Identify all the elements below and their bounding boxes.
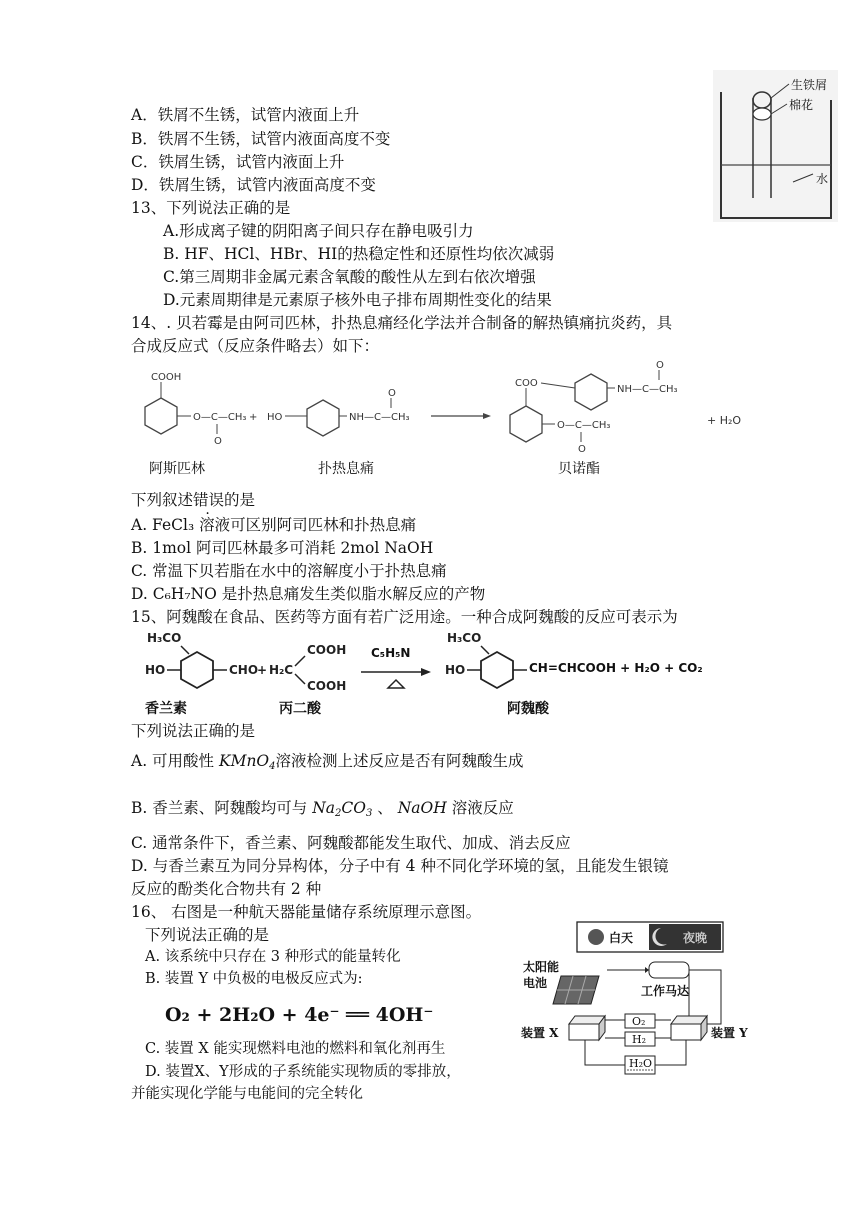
q15-name-vanillin: 香兰素: [145, 701, 187, 717]
q16-option-d-line2: 并能实现化学能与电能间的完全转化: [131, 1086, 363, 1102]
q16-equation: O₂ + 2H₂O + 4e⁻ ══ 4OH⁻: [165, 1004, 434, 1026]
svg-text:COOH: COOH: [151, 372, 182, 383]
q15-reaction-scheme: [131, 628, 731, 718]
q16-diagram-solar2: 电池: [523, 976, 548, 990]
svg-text:O: O: [388, 388, 396, 399]
q15-option-b-f1b: CO: [341, 799, 366, 817]
q15-option-b-f1s: 2: [335, 808, 342, 819]
q12-option-a: A．铁屑不生锈，试管内液面上升: [131, 106, 360, 124]
svg-text:O—C—CH₃: O—C—CH₃: [557, 420, 611, 431]
q16-diagram-solar: 太阳能: [523, 960, 560, 974]
q16-energy-system-diagram: [521, 920, 776, 1090]
q15-option-c: C. 通常条件下，香兰素、阿魏酸都能发生取代、加成、消去反应: [131, 834, 571, 852]
q14-stem-line2: 合成反应式（反应条件略去）如下：: [131, 337, 380, 355]
q15-option-b-post: 溶液反应: [451, 799, 514, 817]
q15-option-b-mid: 、: [377, 799, 393, 817]
q15-option-b: [131, 797, 514, 825]
q15-option-a-pre: A. 可用酸性: [131, 752, 215, 770]
q14-stem-line1: 14、. 贝若霉是由阿司匹林，扑热息痛经化学法并合制备的解热镇痛抗炎药，具: [131, 314, 673, 332]
svg-text:HO: HO: [145, 663, 166, 677]
q12-apparatus-figure: [713, 70, 838, 222]
svg-text:NH—C—CH₃: NH—C—CH₃: [349, 412, 410, 423]
q13-option-d: D.元素周期律是元素原子核外电子排布周期性变化的结果: [163, 291, 552, 309]
q14-question-prefix: 下列叙述: [131, 491, 194, 509]
svg-text:HO: HO: [267, 412, 283, 423]
q15-option-a-post: 溶液检测上述反应是否有阿魏酸生成: [275, 752, 524, 770]
svg-text:O: O: [578, 444, 586, 455]
q13-stem: 13、下列说法正确的是: [131, 199, 291, 217]
q15-option-a-formula: KMnO: [219, 752, 270, 770]
q15-products: CH=CHCOOH + H₂O + CO₂: [529, 661, 703, 675]
svg-text:COOH: COOH: [307, 643, 347, 657]
q14-question: [131, 489, 255, 511]
q16-diagram-day: 白天: [609, 931, 634, 945]
q12-label-cotton: 棉花: [789, 98, 814, 112]
svg-text:CHO: CHO: [229, 663, 259, 677]
q12-option-d: D．铁屑生锈，试管内液面高度不变: [131, 176, 376, 194]
q15-option-b-f2: NaOH: [397, 799, 447, 817]
q12-option-b: B．铁屑不生锈，试管内液面高度不变: [131, 130, 391, 148]
q15-reagent: C₅H₅N: [371, 646, 411, 660]
q15-stem: 15、阿魏酸在食品、医药等方面有若广泛用途。一种合成阿魏酸的反应可表示为: [131, 608, 678, 626]
q14-option-a: A. FeCl₃ 溶液可区别阿司匹林和扑热息痛: [131, 516, 417, 534]
q14-name-paracetamol: 扑热息痛: [318, 461, 374, 477]
q15-option-d-line1: D. 与香兰素互为同分异构体，分子中有 4 种不同化学环境的氢，且能发生银镜: [131, 857, 669, 875]
q15-option-b-pre: B. 香兰素、阿魏酸均可与: [131, 799, 308, 817]
q15-option-b-f1bs: 3: [365, 808, 373, 819]
q14-option-d: D. C₆H₇NO 是扑热息痛发生类似脂水解反应的产物: [131, 585, 486, 603]
q16-option-a: A. 该系统中只存在 3 种形式的能量转化: [145, 949, 401, 965]
q16-diagram-h2: H₂: [632, 1033, 647, 1046]
q16-diagram-h2o: H₂O: [629, 1057, 653, 1070]
svg-text:COOH: COOH: [307, 679, 347, 693]
q16-diagram-y: 装置 Y: [711, 1026, 748, 1040]
q16-stem: 16、 右图是一种航天器能量储存系统原理示意图。: [131, 903, 482, 921]
q14-question-suffix: 的是: [224, 491, 256, 509]
q14-option-c: C. 常温下贝若脂在水中的溶解度小于扑热息痛: [131, 562, 447, 580]
q16-diagram-night: 夜晚: [683, 931, 708, 945]
svg-text:H₃CO: H₃CO: [447, 631, 482, 645]
svg-text:O: O: [656, 360, 664, 371]
q14-byproduct: + H₂O: [707, 414, 742, 427]
svg-text:O: O: [214, 436, 222, 447]
q14-option-b: B. 1mol 阿司匹林最多可消耗 2mol NaOH: [131, 539, 434, 557]
q16-diagram-motor: 工作马达: [641, 984, 690, 998]
q14-question-emph: 错误: [193, 491, 225, 509]
svg-text:NH—C—CH₃: NH—C—CH₃: [617, 384, 678, 395]
q13-option-b: B. HF、HCl、HBr、HI的热稳定性和还原性均依次减弱: [163, 245, 555, 263]
svg-text:O—C—CH₃: O—C—CH₃: [193, 412, 247, 423]
q12-option-c: C．铁屑生锈，试管内液面上升: [131, 153, 345, 171]
q15-name-ferulic: 阿魏酸: [507, 701, 549, 717]
q15-name-malonic: 丙二酸: [279, 701, 321, 717]
q15-option-a-sub: 4: [269, 761, 276, 772]
q15-option-b-f1: Na: [312, 799, 335, 817]
q16-option-b: B. 装置 Y 中负极的电极反应式为:: [145, 971, 363, 987]
q14-name-aspirin: 阿斯匹林: [149, 461, 205, 477]
q12-label-iron: 生铁屑: [791, 78, 828, 92]
q16-option-c: C. 装置 X 能实现燃料电池的燃料和氧化剂再生: [145, 1041, 446, 1057]
q15-question: 下列说法正确的是: [131, 722, 256, 740]
q15-option-d-line2: 反应的酚类化合物共有 2 种: [131, 880, 322, 898]
q16-diagram-o2: O₂: [632, 1015, 646, 1028]
q12-label-water: 水: [816, 172, 829, 186]
q16-diagram-x: 装置 X: [521, 1026, 559, 1040]
q13-option-a: A.形成离子键的阴阳离子间只存在静电吸引力: [163, 222, 474, 240]
svg-text:COO: COO: [515, 378, 538, 389]
q13-option-c: C.第三周期非金属元素含氧酸的酸性从左到右依次增强: [163, 268, 536, 286]
q16-question: 下列说法正确的是: [145, 926, 270, 944]
q15-option-a: [131, 750, 524, 778]
svg-text:H₃CO: H₃CO: [147, 631, 182, 645]
svg-text:+: +: [257, 663, 268, 677]
svg-text:HO: HO: [445, 663, 466, 677]
svg-text:H₂C: H₂C: [269, 663, 294, 677]
q16-option-d-line1: D. 装置X、Y形成的子系统能实现物质的零排放，: [145, 1064, 461, 1080]
q14-name-product: 贝诺酯: [558, 461, 600, 477]
q14-reaction-scheme: [131, 358, 751, 480]
svg-text:+: +: [249, 412, 258, 423]
